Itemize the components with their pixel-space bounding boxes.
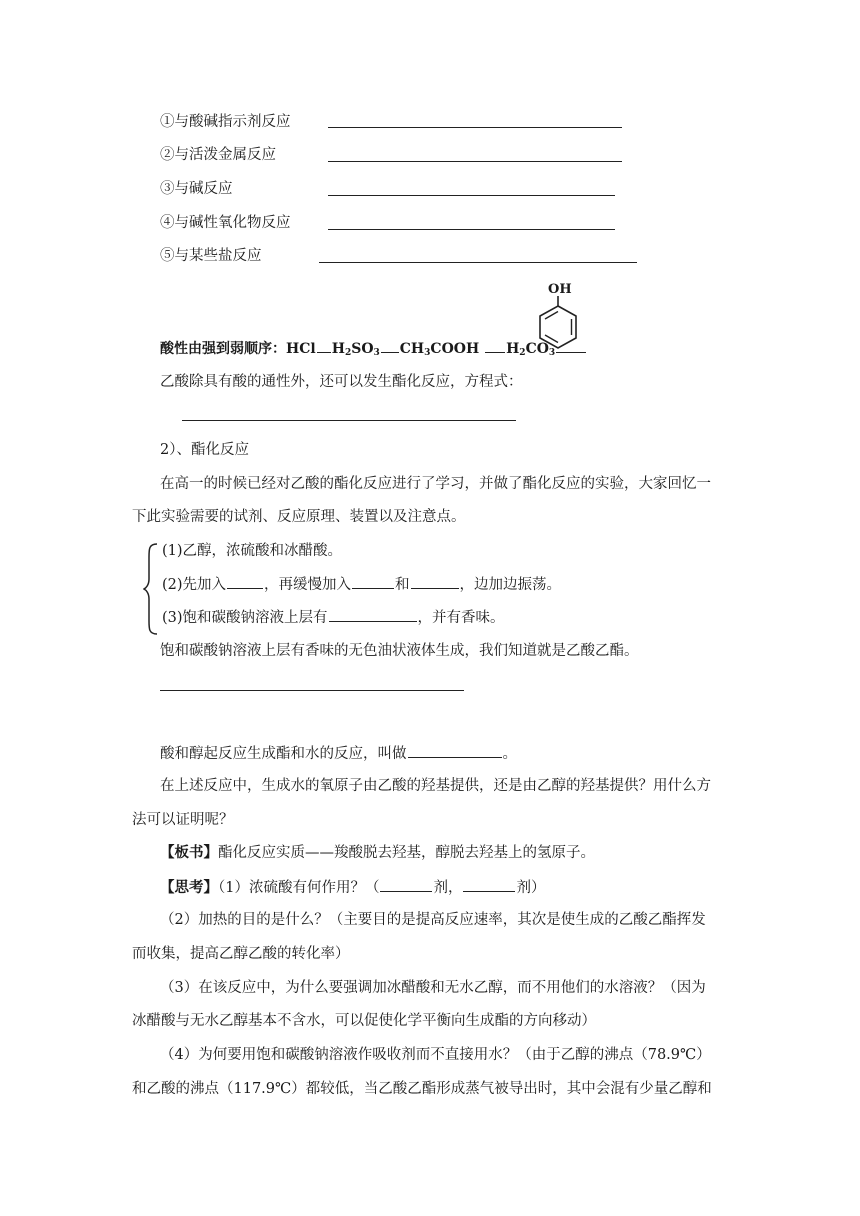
acetic-extra-text: 乙酸除具有酸的通性外，还可以发生酯化反应，方程式： [160, 374, 523, 390]
think-2-line2: 而收集，提高乙醇乙酸的转化率） [132, 946, 350, 962]
step-2-blank-1[interactable] [227, 574, 263, 589]
reaction-1-blank[interactable] [328, 127, 622, 128]
equation-blank[interactable] [182, 420, 516, 421]
ch3cooh-formula: $CH_3COOH$ [399, 341, 480, 358]
para1-line1: 在高一的时候已经对乙酸的酯化反应进行了学习，并做了酯化反应的实验，大家回忆一 [160, 476, 711, 492]
step-1: (1)乙醇，浓硫酸和冰醋酸。 [162, 543, 343, 559]
reaction-2-blank[interactable] [328, 161, 622, 162]
think-1: 【思考】（1）浓硫酸有何作用？（ 剂， 剂） [160, 879, 546, 896]
definition: 酸和醇起反应生成酯和水的反应，叫做 。 [160, 743, 517, 764]
reaction-1-label: ①与酸碱指示剂反应 [160, 114, 291, 130]
para1-line2: 下此实验需要的试剂、反应原理、装置以及注意点。 [132, 509, 466, 525]
think-2-line1: （2）加热的目的是什么？（主要目的是提高反应速率，其次是使生成的乙酸乙酯挥发 [160, 912, 706, 928]
acidity-order [160, 338, 587, 363]
h2co3-formula: $H_2CO_3$ [506, 341, 556, 358]
reaction-3-label: ③与碱反应 [160, 181, 233, 197]
curly-brace-icon [143, 543, 159, 635]
step-2-blank-2[interactable] [352, 574, 394, 589]
question-line2: 法可以证明呢？ [132, 812, 234, 828]
section-2-heading: 2）、酯化反应 [160, 442, 249, 458]
acidity-blank-4[interactable] [556, 338, 586, 353]
think-3-line1: （3）在该反应中，为什么要强调加冰醋酸和无水乙醇，而不用他们的水溶液？（因为 [160, 980, 706, 996]
definition-blank[interactable] [408, 743, 502, 758]
reaction-4-label: ④与碱性氧化物反应 [160, 215, 291, 231]
step-3: (3)饱和碳酸钠溶液上层有 ，并有香味。 [162, 607, 505, 628]
step-2: (2)先加入 ，再缓慢加入 和 ，边加边振荡。 [162, 574, 561, 595]
acidity-blank-2[interactable] [381, 338, 399, 353]
reaction-4-blank[interactable] [328, 229, 615, 230]
think-1-blank-1[interactable] [380, 877, 432, 892]
think-4-line2: 和乙酸的沸点（117.9℃）都较低，当乙酸乙酯形成蒸气被导出时，其中会混有少量乙醇和 [132, 1081, 712, 1097]
reaction-2-label: ②与活泼金属反应 [160, 147, 276, 163]
reaction-3-blank[interactable] [328, 195, 615, 196]
phenol-oh-label: OH [548, 282, 572, 297]
think-4-line1: （4）为何要用饱和碳酸钠溶液作吸收剂而不直接用水？（由于乙醇的沸点（78.9℃） [160, 1047, 711, 1063]
para2: 饱和碳酸钠溶液上层有香味的无色油状液体生成，我们知道就是乙酸乙酯。 [160, 643, 639, 659]
acidity-blank-1[interactable] [317, 338, 331, 353]
hcl-formula: HCl [286, 341, 316, 357]
acidity-blank-3[interactable] [485, 338, 505, 353]
board-note: 【板书】酯化反应实质——羧酸脱去羟基，醇脱去羟基上的氢原子。 [160, 844, 595, 861]
think-3-line2: 冰醋酸与无水乙醇基本不含水，可以促使化学平衡向生成酯的方向移动） [132, 1013, 596, 1029]
step-3-blank[interactable] [329, 607, 417, 622]
reaction-5-blank[interactable] [319, 262, 637, 263]
para2-blank[interactable] [160, 690, 464, 691]
reaction-5-label: ⑤与某些盐反应 [160, 248, 262, 264]
think-1-blank-2[interactable] [463, 877, 515, 892]
step-2-blank-3[interactable] [411, 574, 459, 589]
acidity-prefix: 酸性由强到弱顺序： [160, 341, 286, 357]
question-line1: 在上述反应中，生成水的氧原子由乙酸的羟基提供，还是由乙醇的羟基提供？用什么方 [160, 778, 711, 794]
h2so3-formula: $H_2SO_3$ [331, 341, 380, 358]
